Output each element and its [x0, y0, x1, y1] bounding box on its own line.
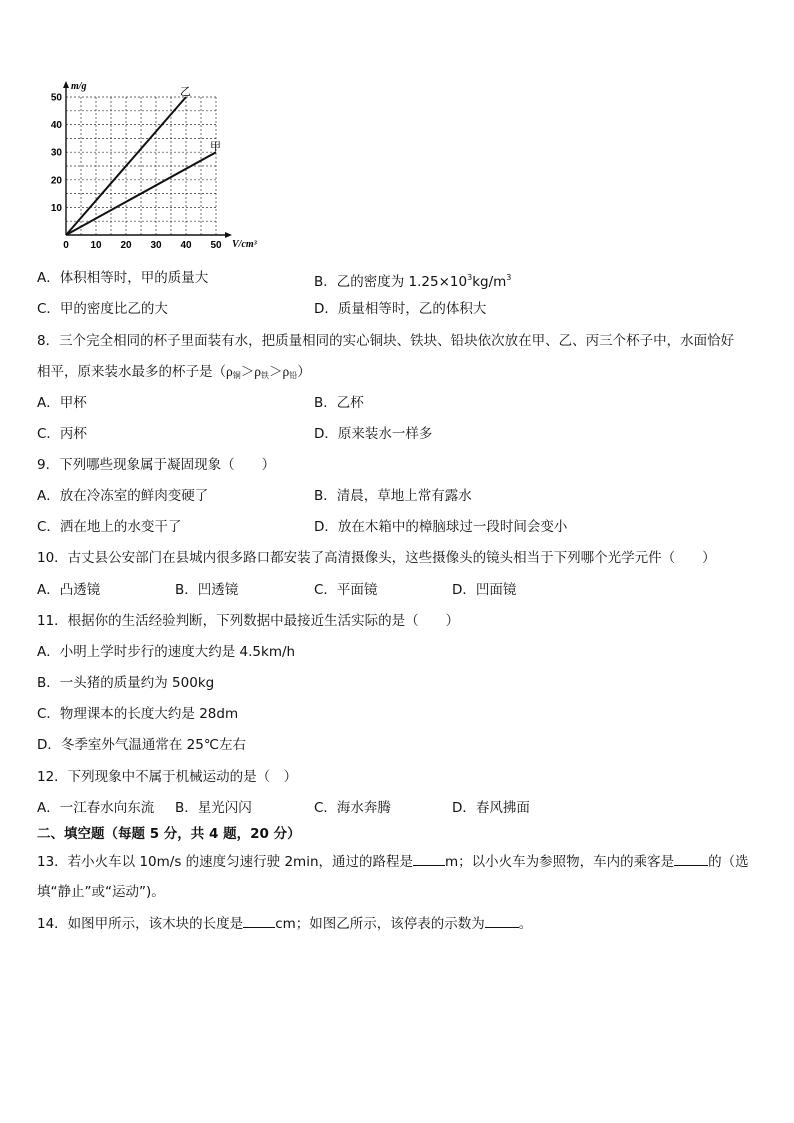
q12-option-a: A．一江春水向东流: [37, 800, 155, 816]
q12-stem: 12．下列现象中不属于机械运动的是（ ）: [37, 769, 298, 785]
q7-option-a: A．体积相等时，甲的质量大: [37, 270, 209, 286]
q13-stem-line1: 13．若小火车以 10m/s 的速度匀速行驶 2min，通过的路程是 m；以小火车为参照物，车内的乘客是 的（选: [37, 851, 749, 872]
q7-option-c: C．甲的密度比乙的大: [37, 301, 168, 317]
q14-blank-stopwatch: [485, 913, 519, 928]
q9-option-c: C．洒在地上的水变干了: [37, 519, 182, 535]
q11-option-a: A．小明上学时步行的速度大约是 4.5km/h: [37, 644, 296, 660]
q13-stem-line2: 填“静止”或“运动”)。: [37, 884, 165, 900]
q8-option-c: C．丙杯: [37, 426, 87, 442]
mass-volume-chart: [30, 80, 260, 260]
q11-option-b: B．一头猪的质量约为 500kg: [37, 675, 215, 691]
q7-option-d: D．质量相等时，乙的体积大: [314, 301, 487, 317]
y-tick-label: 10: [50, 202, 62, 214]
q9-stem: 9．下列哪些现象属于凝固现象（ ）: [37, 457, 276, 473]
x-axis-arrow: [225, 232, 232, 238]
q11-option-d: D．冬季室外气温通常在 25℃左右: [37, 737, 247, 753]
q13-blank-distance: [413, 851, 445, 866]
y-tick-label: 30: [50, 147, 62, 159]
q10-option-d: D．凹面镜: [452, 582, 517, 598]
q9-option-a: A．放在冷冻室的鲜肉变硬了: [37, 488, 209, 504]
q11-stem: 11．根据你的生活经验判断，下列数据中最接近生活实际的是（ ）: [37, 613, 460, 629]
q9-option-d: D．放在木箱中的樟脑球过一段时间会变小: [314, 519, 568, 535]
q8-option-a: A．甲杯: [37, 395, 87, 411]
q14-stem: 14．如图甲所示，该木块的长度是 cm；如图乙所示，该停表的示数为 。: [37, 913, 532, 934]
chart-axes: [63, 81, 232, 238]
x-tick-label: 0: [63, 240, 69, 251]
q7-option-b: B．乙的密度为 $1.25\times 10^3kg/m^3$: [314, 273, 512, 290]
x-tick-label: 50: [210, 240, 222, 251]
q10-option-a: A．凸透镜: [37, 582, 101, 598]
q10-stem: 10．古丈县公安部门在县城内很多路口都安装了高清摄像头，这些摄像头的镜头相当于下列哪个光学元件（ ）: [37, 550, 716, 566]
q9-option-b: B．清晨，草地上常有露水: [314, 488, 472, 504]
x-tick-label: 10: [90, 240, 102, 251]
q14-blank-length: [243, 913, 275, 928]
q12-option-b: B．星光闪闪: [175, 800, 252, 816]
q12-option-c: C．海水奔腾: [314, 800, 391, 816]
y-tick-label: 20: [50, 175, 62, 187]
x-tick-label: 40: [180, 240, 192, 251]
q8-option-b: B．乙杯: [314, 395, 364, 411]
q11-option-c: C．物理课本的长度大约是 28dm: [37, 706, 239, 722]
q13-blank-state: [674, 851, 708, 866]
x-tick-label: 30: [150, 240, 162, 251]
y-axis-arrow: [63, 81, 69, 88]
section-title-fill-in: 二、填空题（每题 5 分，共 4 题，20 分）: [37, 826, 301, 842]
y-tick-label: 40: [50, 120, 62, 132]
chart-series: [66, 85, 221, 235]
y-tick-label: 50: [50, 92, 62, 104]
series-label: 乙: [180, 85, 191, 98]
q10-option-b: B．凹透镜: [175, 582, 239, 598]
chart-grid: [66, 97, 216, 235]
q8-option-d: D．原来装水一样多: [314, 426, 433, 442]
series-label: 甲: [210, 140, 221, 154]
x-tick-label: 20: [120, 240, 132, 251]
chart-ticks: [51, 93, 222, 252]
q10-option-c: C．平面镜: [314, 582, 378, 598]
q12-option-d: D．春风拂面: [452, 800, 530, 816]
q8-stem-line1: 8．三个完全相同的杯子里面装有水，把质量相同的实心铜块、铁块、铅块依次放在甲、乙、丙三个杯子中，水面恰好: [37, 333, 735, 349]
q8-stem-line2: 相平，原来装水最多的杯子是$(\rho_铜>\rho_铁>\rho_铅)$: [37, 364, 311, 380]
y-axis-label: m/g: [71, 81, 87, 92]
x-axis-label: V/cm³: [232, 239, 257, 250]
